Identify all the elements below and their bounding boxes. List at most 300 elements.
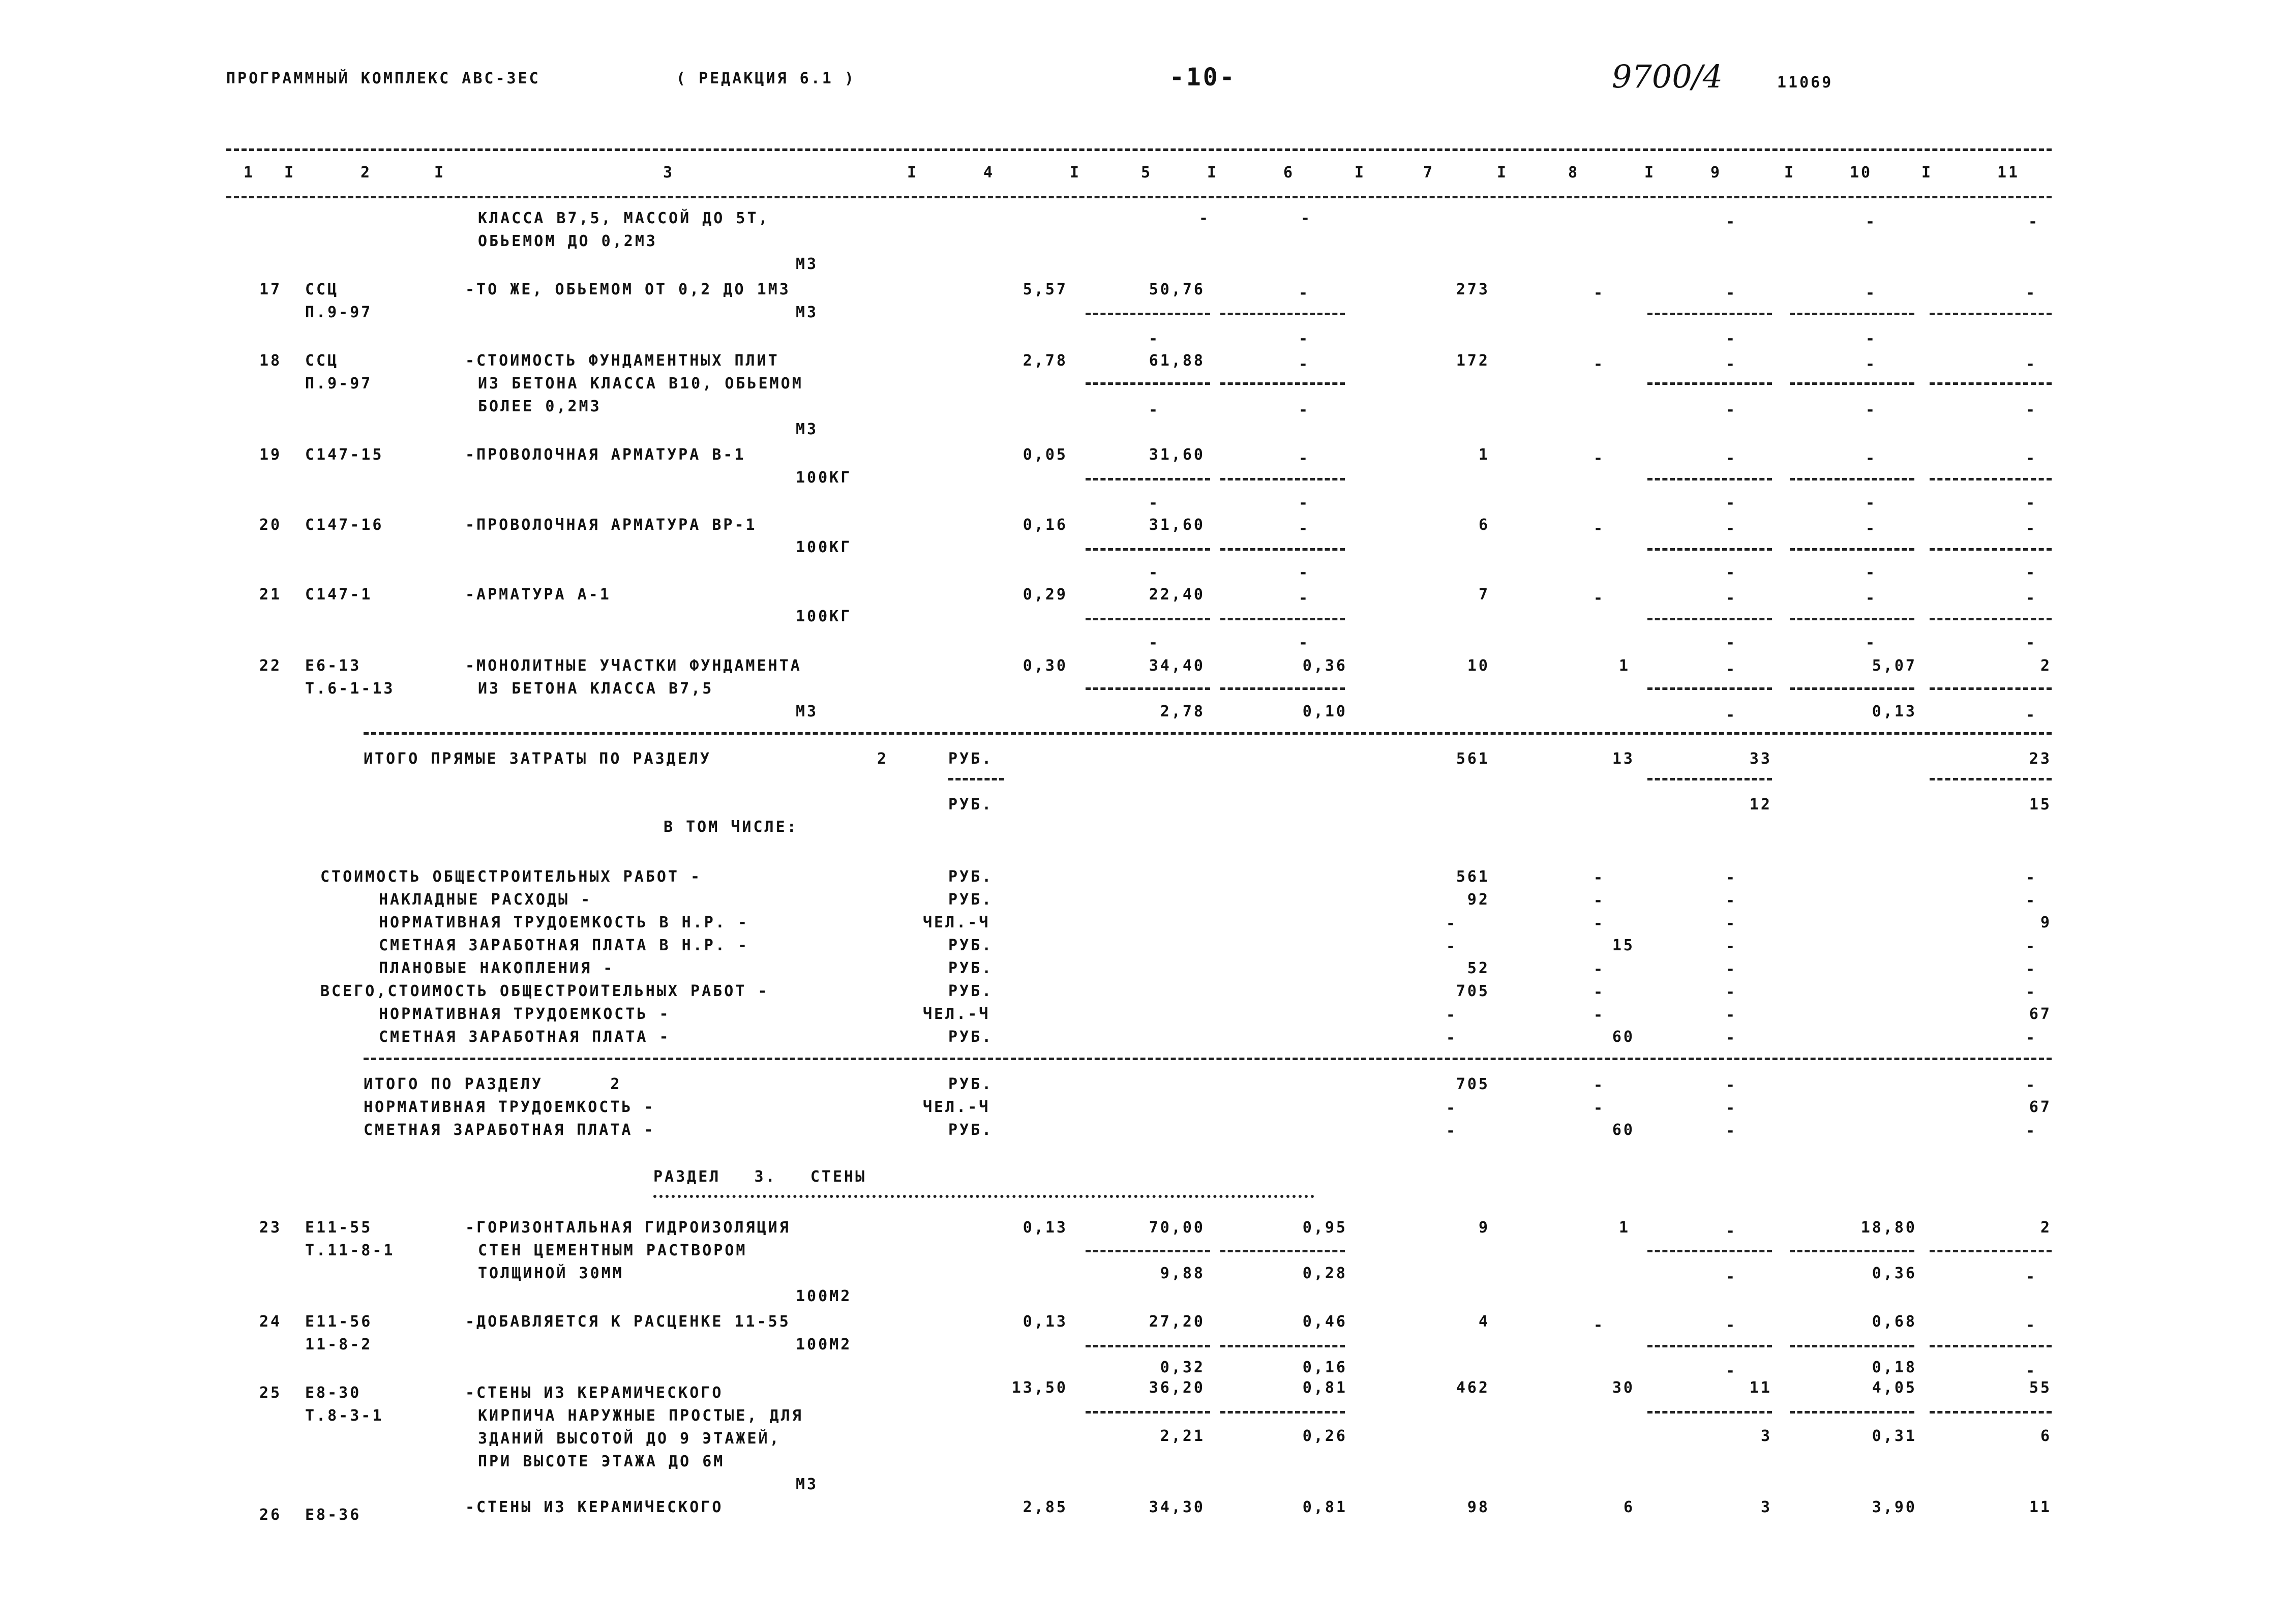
cost-col6-sub: 0,28: [1302, 1265, 1347, 1282]
cost-col9: -: [1725, 1099, 1737, 1117]
cost-col10-sub: 0,18: [1872, 1359, 1917, 1376]
cost-col6-sub: -: [1298, 401, 1310, 419]
breakdown-unit: РУБ.: [948, 982, 994, 1000]
cost-col10-sub: -: [1865, 494, 1877, 512]
row-number: 24: [259, 1313, 282, 1331]
row-number: 26: [259, 1506, 282, 1524]
cost-col11: 9: [2040, 914, 2052, 931]
total-cost: 7: [1478, 586, 1490, 604]
work-unit: М3: [796, 304, 819, 321]
cost-col10: -: [1865, 284, 1877, 302]
cost-col11-sub: -: [2025, 401, 2037, 419]
cost-col11-sub: -: [2025, 494, 2037, 512]
itogo-unit: ЧЕЛ.-Ч: [923, 1098, 990, 1116]
total-cost: 172: [1456, 352, 1490, 370]
cost-col11: -: [2025, 589, 2037, 607]
cost-col8: -: [1593, 915, 1605, 933]
row-number: 20: [259, 516, 282, 534]
breakdown-label: СМЕТНАЯ ЗАРАБОТНАЯ ПЛАТА В Н.Р. -: [379, 937, 749, 954]
unit-cost-sub: -: [1148, 564, 1160, 582]
cost-col10-sub: -: [1865, 401, 1877, 419]
column-header-cell: 6: [1283, 164, 1295, 182]
sub-rule: [1647, 382, 1772, 385]
cost-col9: -: [1725, 960, 1737, 978]
quantity: 0,30: [1023, 657, 1068, 675]
column-header-cell: 2: [360, 164, 372, 182]
cost-col11-sub: -: [2025, 706, 2037, 724]
breakdown-label: ПЛАНОВЫЕ НАКОПЛЕНИЯ -: [379, 959, 615, 977]
cost-col9-sub: -: [1725, 706, 1737, 724]
itogo-unit: РУБ.: [948, 1121, 994, 1139]
sub-rule: [1790, 1411, 1914, 1414]
rate-code: Е8-36: [305, 1506, 362, 1524]
section-total-label: ИТОГО ПРЯМЫЕ ЗАТРАТЫ ПО РАЗДЕЛУ: [364, 750, 711, 768]
cost-col6: -: [1298, 520, 1310, 537]
sub-rule: [1220, 618, 1345, 620]
total-cost: -: [1446, 1029, 1458, 1047]
cost-col11-sub: -: [2025, 1362, 2037, 1380]
work-description: -ПРОВОЛОЧНАЯ АРМАТУРА В-1: [465, 446, 746, 464]
cost-col8: -: [1593, 983, 1605, 1001]
row-number: 19: [259, 446, 282, 464]
cost-col8: 30: [1612, 1379, 1635, 1397]
sub-rule: [1086, 1250, 1210, 1252]
cost-col11: -: [2025, 1029, 2037, 1047]
sub-rule: [1647, 618, 1772, 620]
rate-code: Е8-30: [305, 1384, 362, 1402]
unit-cost: -: [1198, 209, 1210, 227]
quantity: 2,85: [1023, 1498, 1068, 1516]
work-description: КЛАССА В7,5, МАССОЙ ДО 5Т,: [478, 209, 770, 227]
cost-col9-sub: -: [1725, 401, 1737, 419]
sub-rule: [1220, 687, 1345, 690]
unit-cost: 22,40: [1149, 586, 1205, 604]
cost-col10: -: [1865, 520, 1877, 537]
unit-cost-sub: -: [1148, 634, 1160, 652]
column-header-cell: 7: [1423, 164, 1435, 182]
row-number: 18: [259, 352, 282, 370]
cost-col9-sub: 12: [1749, 796, 1772, 814]
sub-rule: [1647, 478, 1772, 480]
cost-col11: -: [2025, 892, 2037, 910]
total-cost: 705: [1456, 1075, 1490, 1093]
cost-col11: -: [2025, 355, 2037, 373]
section-title: РАЗДЕЛ 3. СТЕНЫ: [653, 1168, 867, 1186]
sub-rule: [1220, 1250, 1345, 1252]
work-unit: 100КГ: [796, 469, 852, 487]
column-header-cell: I: [1784, 164, 1796, 182]
column-header-cell: I: [1069, 164, 1081, 182]
sub-rule: [1086, 313, 1210, 315]
cost-col8: -: [1593, 520, 1605, 537]
total-cost: -: [1446, 1122, 1458, 1140]
cost-col8: -: [1593, 1006, 1605, 1024]
unit-cost: 34,40: [1149, 657, 1205, 675]
total-cost: 273: [1456, 281, 1490, 298]
cost-col9: -: [1725, 355, 1737, 373]
total-cost: 10: [1467, 657, 1490, 675]
cost-col6-sub: -: [1298, 634, 1310, 652]
column-header-cell: I: [1354, 164, 1366, 182]
cost-col11-sub: -: [2025, 564, 2037, 582]
unit-cost-sub: 2,78: [1160, 703, 1205, 720]
breakdown-label: ВСЕГО,СТОИМОСТЬ ОБЩЕСТРОИТЕЛЬНЫХ РАБОТ -: [320, 982, 769, 1000]
row-number: 22: [259, 657, 282, 675]
header-rule-bottom: [226, 196, 2052, 198]
total-cost: 561: [1456, 868, 1490, 886]
rate-code: П.9-97: [305, 375, 373, 393]
cost-col9: 33: [1749, 750, 1772, 768]
sub-rule: [1086, 548, 1210, 551]
handwritten-code: 9700/4: [1612, 58, 1723, 95]
cost-col9: -: [1725, 1006, 1737, 1024]
quantity: 13,50: [1011, 1379, 1068, 1397]
cost-col11: -: [2028, 213, 2040, 231]
program-edition: ( РЕДАКЦИЯ 6.1 ): [676, 70, 856, 87]
sub-rule: [1930, 1345, 2052, 1347]
sub-rule: [1086, 478, 1210, 480]
total-cost: 4: [1478, 1313, 1490, 1331]
cost-col10-sub: 0,36: [1872, 1265, 1917, 1282]
cost-col8: -: [1593, 284, 1605, 302]
cost-col9-sub: -: [1725, 1362, 1737, 1380]
cost-col9: -: [1725, 1316, 1737, 1334]
sub-rule: [1930, 618, 2052, 620]
cost-col10: 3,90: [1872, 1498, 1917, 1516]
cost-col9: -: [1725, 938, 1737, 955]
header-rule-top: [226, 148, 2052, 151]
cost-col11: 2: [2040, 657, 2052, 675]
cost-col10: 18,80: [1860, 1219, 1917, 1237]
sub-rule: [1930, 1411, 2052, 1414]
cost-col9-sub: -: [1725, 330, 1737, 348]
sub-rule: [1930, 478, 2052, 480]
section-total-unit: РУБ.: [948, 750, 994, 768]
column-header-cell: 1: [243, 164, 255, 182]
sub-rule: [1086, 1345, 1210, 1347]
cost-col6: -: [1300, 209, 1312, 227]
unit-cost-sub: 0,32: [1160, 1359, 1205, 1376]
cost-col8: 60: [1612, 1121, 1635, 1139]
cost-col11-sub: -: [2025, 634, 2037, 652]
total-cost: 561: [1456, 750, 1490, 768]
unit-rule: [948, 778, 1004, 780]
unit-cost: 27,20: [1149, 1313, 1205, 1331]
cost-col11: -: [2025, 1076, 2037, 1094]
section-total-number: 2: [877, 750, 889, 768]
cost-col8: 1: [1618, 657, 1631, 675]
column-header-cell: I: [907, 164, 919, 182]
unit-cost: 36,20: [1149, 1379, 1205, 1397]
work-description: -СТЕНЫ ИЗ КЕРАМИЧЕСКОГО: [465, 1384, 724, 1402]
cost-col9: -: [1725, 1122, 1737, 1140]
cost-col6: -: [1298, 449, 1310, 467]
cost-col9-sub: -: [1725, 494, 1737, 512]
cost-col10: 4,05: [1872, 1379, 1917, 1397]
sub-rule: [1647, 1250, 1772, 1252]
total-cost: -: [1446, 1099, 1458, 1117]
sub-rule: [1647, 1411, 1772, 1414]
cost-col6: -: [1298, 355, 1310, 373]
cost-col9-sub: 3: [1760, 1427, 1772, 1445]
cost-col8: -: [1593, 589, 1605, 607]
cost-col6-sub: -: [1298, 330, 1310, 348]
column-header-cell: I: [1921, 164, 1933, 182]
cost-col6-sub: 0,10: [1302, 703, 1347, 720]
unit-cost: 70,00: [1149, 1219, 1205, 1237]
column-header-cell: I: [284, 164, 296, 182]
sub-rule: [1790, 618, 1914, 620]
quantity: 5,57: [1023, 281, 1068, 298]
cost-col8: -: [1593, 1099, 1605, 1117]
including-label: В ТОМ ЧИСЛЕ:: [664, 818, 798, 836]
itogo-label: СМЕТНАЯ ЗАРАБОТНАЯ ПЛАТА -: [364, 1121, 655, 1139]
work-description: ПРИ ВЫСОТЕ ЭТАЖА ДО 6М: [478, 1453, 725, 1470]
work-description: -МОНОЛИТНЫЕ УЧАСТКИ ФУНДАМЕНТА: [465, 657, 802, 675]
total-cost: 98: [1467, 1498, 1490, 1516]
cost-col9-sub: -: [1725, 564, 1737, 582]
work-description: КИРПИЧА НАРУЖНЫЕ ПРОСТЫЕ, ДЛЯ: [478, 1407, 803, 1425]
breakdown-label: СТОИМОСТЬ ОБЩЕСТРОИТЕЛЬНЫХ РАБОТ -: [320, 868, 702, 886]
rate-code: Т.6-1-13: [305, 680, 395, 698]
cost-col8: -: [1593, 869, 1605, 887]
work-description: -ТО ЖЕ, ОБЬЕМОМ ОТ 0,2 ДО 1М3: [465, 281, 791, 298]
total-cost: 52: [1467, 959, 1490, 977]
sub-rule: [1647, 313, 1772, 315]
unit-cost-sub: -: [1148, 330, 1160, 348]
program-name: ПРОГРАММНЫЙ КОМПЛЕКС АВС-3ЕС: [226, 70, 540, 87]
work-description: ОБЬЕМОМ ДО 0,2М3: [478, 232, 657, 250]
row-number: 25: [259, 1384, 282, 1402]
cost-col9-sub: -: [1725, 634, 1737, 652]
cost-col9: -: [1725, 213, 1737, 231]
unit-cost: 31,60: [1149, 446, 1205, 464]
sub-rule: [1086, 687, 1210, 690]
rate-code: С147-15: [305, 446, 384, 464]
unit-cost: 61,88: [1149, 352, 1205, 370]
work-description: ИЗ БЕТОНА КЛАССА В10, ОБЬЕМОМ: [478, 375, 803, 393]
sub-rule: [1790, 1345, 1914, 1347]
sub-rule: [1220, 548, 1345, 551]
sub-rule: [1790, 382, 1914, 385]
quantity: 2,78: [1023, 352, 1068, 370]
sub-rule: [1647, 548, 1772, 551]
itogo-label: НОРМАТИВНАЯ ТРУДОЕМКОСТЬ -: [364, 1098, 655, 1116]
section-rule: [364, 732, 2052, 735]
breakdown-label: НАКЛАДНЫЕ РАСХОДЫ -: [379, 891, 592, 909]
cost-col10-sub: -: [1865, 564, 1877, 582]
cost-col10: -: [1865, 449, 1877, 467]
work-description: ИЗ БЕТОНА КЛАССА В7,5: [478, 680, 714, 698]
breakdown-unit: РУБ.: [948, 1028, 994, 1046]
column-header-cell: 4: [983, 164, 995, 182]
column-header-cell: 3: [663, 164, 675, 182]
cost-col6: 0,81: [1302, 1498, 1347, 1516]
work-unit: 100М2: [796, 1287, 852, 1305]
cost-col6-sub: -: [1298, 494, 1310, 512]
work-description: -ГОРИЗОНТАЛЬНАЯ ГИДРОИЗОЛЯЦИЯ: [465, 1219, 791, 1237]
cost-col8: -: [1593, 1076, 1605, 1094]
cost-col10-sub: 0,13: [1872, 703, 1917, 720]
unit-cost: 50,76: [1149, 281, 1205, 298]
total-cost: 705: [1456, 982, 1490, 1000]
breakdown-unit: ЧЕЛ.-Ч: [923, 914, 990, 931]
cost-col9-sub: -: [1725, 1268, 1737, 1286]
total-cost: 9: [1478, 1219, 1490, 1237]
work-description: -ПРОВОЛОЧНАЯ АРМАТУРА ВР-1: [465, 516, 757, 534]
work-unit: 100КГ: [796, 608, 852, 625]
section-title-underline: [653, 1195, 1314, 1198]
breakdown-unit: РУБ.: [948, 868, 994, 886]
cost-col11: -: [2025, 938, 2037, 955]
breakdown-unit: РУБ.: [948, 937, 994, 954]
cost-col11: -: [2025, 983, 2037, 1001]
unit-cost-sub: 9,88: [1160, 1265, 1205, 1282]
work-description: ТОЛЩИНОЙ 30ММ: [478, 1265, 624, 1282]
cost-col11: 67: [2029, 1005, 2052, 1023]
breakdown-unit: РУБ.: [948, 959, 994, 977]
total-cost: -: [1446, 938, 1458, 955]
work-description: -СТОИМОСТЬ ФУНДАМЕНТНЫХ ПЛИТ: [465, 352, 779, 370]
work-unit: 100М2: [796, 1336, 852, 1354]
itogo-label: ИТОГО ПО РАЗДЕЛУ 2: [364, 1075, 622, 1093]
rate-code: Т.8-3-1: [305, 1407, 384, 1425]
cost-col9: -: [1725, 589, 1737, 607]
work-unit: М3: [796, 420, 819, 438]
cost-col8: 60: [1612, 1028, 1635, 1046]
cost-col6: 0,81: [1302, 1379, 1347, 1397]
cost-col8: -: [1593, 1316, 1605, 1334]
cost-col6: -: [1298, 284, 1310, 302]
sub-rule: [1220, 478, 1345, 480]
sub-rule: [1790, 687, 1914, 690]
sub-rule: [1790, 313, 1914, 315]
cost-col11: -: [2025, 520, 2037, 537]
cost-col11: 23: [2029, 750, 2052, 768]
work-description: СТЕН ЦЕМЕНТНЫМ РАСТВОРОМ: [478, 1242, 747, 1259]
rate-code: Е11-56: [305, 1313, 373, 1331]
work-unit: 100КГ: [796, 538, 852, 556]
rate-code: С147-16: [305, 516, 384, 534]
sub-rule: [1930, 778, 2052, 780]
section-rule: [364, 1058, 2052, 1060]
column-header-cell: 5: [1140, 164, 1153, 182]
cost-col6: -: [1298, 589, 1310, 607]
work-description: -АРМАТУРА А-1: [465, 586, 611, 604]
work-description: -ДОБАВЛЯЕТСЯ К РАСЦЕНКЕ 11-55: [465, 1313, 791, 1331]
quantity: 0,16: [1023, 516, 1068, 534]
cost-col8: -: [1593, 355, 1605, 373]
column-header-cell: I: [434, 164, 446, 182]
breakdown-label: НОРМАТИВНАЯ ТРУДОЕМКОСТЬ -: [379, 1005, 671, 1023]
cost-col9: -: [1725, 284, 1737, 302]
rate-code: Т.11-8-1: [305, 1242, 395, 1259]
sub-rule: [1930, 687, 2052, 690]
work-description: БОЛЕЕ 0,2М3: [478, 398, 602, 415]
itogo-unit: РУБ.: [948, 1075, 994, 1093]
sub-rule: [1086, 618, 1210, 620]
quantity: 0,13: [1023, 1219, 1068, 1237]
sub-rule: [1220, 313, 1345, 315]
quantity: 0,29: [1023, 586, 1068, 604]
section-total-unit-2: РУБ.: [948, 796, 994, 814]
quantity: 0,05: [1023, 446, 1068, 464]
cost-col8: 1: [1618, 1219, 1631, 1237]
cost-col8: 6: [1623, 1498, 1635, 1516]
sub-rule: [1930, 313, 2052, 315]
cost-col11-sub: -: [2025, 1268, 2037, 1286]
cost-col11-sub: 15: [2029, 796, 2052, 814]
sub-rule: [1220, 382, 1345, 385]
sub-rule: [1220, 1345, 1345, 1347]
cost-col10-sub: -: [1865, 634, 1877, 652]
work-unit: М3: [796, 1476, 819, 1493]
cost-col10: 0,68: [1872, 1313, 1917, 1331]
cost-col8: -: [1593, 960, 1605, 978]
cost-col8: 13: [1612, 750, 1635, 768]
cost-col10-sub: 0,31: [1872, 1427, 1917, 1445]
column-header-cell: I: [1644, 164, 1656, 182]
cost-col9: 3: [1760, 1498, 1772, 1516]
sub-rule: [1930, 382, 2052, 385]
column-header-cell: I: [1496, 164, 1509, 182]
cost-col10: -: [1865, 213, 1877, 231]
work-description: -СТЕНЫ ИЗ КЕРАМИЧЕСКОГО: [465, 1498, 724, 1516]
cost-col9: -: [1725, 1029, 1737, 1047]
rate-code: П.9-97: [305, 304, 373, 321]
row-number: 23: [259, 1219, 282, 1237]
cost-col11: -: [2025, 449, 2037, 467]
work-description: ЗДАНИЙ ВЫСОТОЙ ДО 9 ЭТАЖЕЙ,: [478, 1430, 781, 1448]
cost-col6: 0,46: [1302, 1313, 1347, 1331]
cost-col10-sub: -: [1865, 330, 1877, 348]
rate-code: ССЦ: [305, 281, 339, 298]
document-code: 11069: [1777, 74, 1834, 92]
cost-col11: -: [2025, 284, 2037, 302]
unit-cost: 31,60: [1149, 516, 1205, 534]
cost-col9: 11: [1749, 1379, 1772, 1397]
work-unit: М3: [796, 255, 819, 273]
unit-cost: 34,30: [1149, 1498, 1205, 1516]
cost-col9: -: [1725, 869, 1737, 887]
unit-cost-sub: 2,21: [1160, 1427, 1205, 1445]
rate-code: ССЦ: [305, 352, 339, 370]
cost-col9: -: [1725, 983, 1737, 1001]
total-cost: -: [1446, 1006, 1458, 1024]
cost-col6-sub: 0,16: [1302, 1359, 1347, 1376]
sub-rule: [1790, 548, 1914, 551]
column-header-cell: 11: [1997, 164, 2020, 182]
breakdown-label: СМЕТНАЯ ЗАРАБОТНАЯ ПЛАТА -: [379, 1028, 671, 1046]
sub-rule: [1930, 548, 2052, 551]
work-unit: М3: [796, 703, 819, 720]
cost-col9: -: [1725, 1222, 1737, 1240]
cost-col9: -: [1725, 1076, 1737, 1094]
cost-col8: 15: [1612, 937, 1635, 954]
sub-rule: [1086, 1411, 1210, 1414]
column-header-cell: 9: [1710, 164, 1722, 182]
page-number: -10-: [1169, 63, 1237, 92]
cost-col9: -: [1725, 915, 1737, 933]
row-number: 21: [259, 586, 282, 604]
sub-rule: [1647, 687, 1772, 690]
sub-rule: [1220, 1411, 1345, 1414]
rate-code: Е6-13: [305, 657, 362, 675]
breakdown-label: НОРМАТИВНАЯ ТРУДОЕМКОСТЬ В Н.Р. -: [379, 914, 749, 931]
quantity: 0,13: [1023, 1313, 1068, 1331]
cost-col11: -: [2025, 960, 2037, 978]
cost-col9: -: [1725, 520, 1737, 537]
